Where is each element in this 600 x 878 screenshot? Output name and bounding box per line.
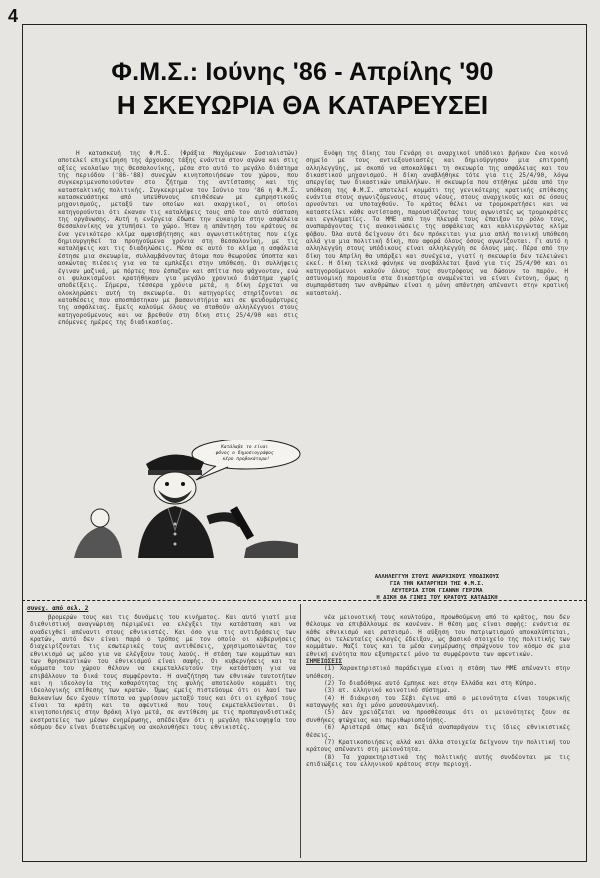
article-right-column <box>306 150 568 548</box>
continued-article-left <box>30 614 296 850</box>
police-body <box>138 506 214 558</box>
cartoon-caption: Κατάλαβε το είναι φόνος ο δημοσιογράφος κέρο προβοκάτορα! <box>215 445 274 462</box>
footnote: (5) Δεν χρειάζεται να προσθέσουμε ότι οι μειονότητες ζουν σε συνθήκες φτώχειας και περιθωριοποίησης. <box>306 709 570 724</box>
column-divider <box>300 604 301 858</box>
footnote: (6) Αριστερά όπως και δεξιά αναπαράγουν τις ίδιες εθνικιστικές θέσεις. <box>306 724 570 739</box>
article-right-text: Ενόψη της δίκης του Γενάρη οι αναρχικοί υπόδικοι βρήκαν ένα κοινό σημείο με τους αντιεξουσιαστές και δημιούργησαν μια επιτροπή αλληλεγγύης, με σκοπό να αποκαλύψει τη σκευωρία της ασφάλειας και του δικαστικού μηχανισμού. Η δίκη αναβλήθηκε τότε για τις 25/4/90, λόγω απεργίας των δικαστικών υπαλλήλων. Η σκευωρία που στήθηκε μέσα από την υπόθεση της Φ.Μ.Σ. αποτελεί κομμάτι της γενικότερης κρατικής επίθεσης ενάντια στους αγωνιζόμενους, στους νέους, στους αναρχικούς και σε όσους αρνούνται να υποταχθούν. Το κράτος θέλει να τρομοκρατήσει και να καταστείλει κάθε αντίσταση, παρουσιάζοντας τους αγωνιστές ως τρομοκράτες και εγκληματίες. Τα ΜΜΕ από την πλευρά τους έπαιξαν το ρόλο τους, αναπαράγοντας τις ανακοινώσεις της ασφάλειας και καλλιεργώντας κλίμα φόβου. Όλα αυτά δείχνουν ότι δεν πρόκειται για μια απλή ποινική υπόθεση αλλά για μια πολιτική δίκη, που αφορά όλους όσους αγωνίζονται. Γι αυτό η αλληλεγγύη στους υπόδικους είναι αλληλεγγύη σε όλους μας. Πέρα από την δίκη του Απρίλη θα υπάρξει και συνέχεια, γιατί η σκευωρία δεν τελειώνει εκεί. Η δίκη τελικά φάνηκε να αναβάλλεται ξανά για τις 25/4/90 και οι κατηγορούμενοι καλούν όλους τους συντρόφους να δώσουν το παρόν. Η αστυνομική παρουσία στα δικαστήρια αναμένεται να είναι έντονη, όμως η συμπαράσταση των ανθρώπων είναι η μόνη απάντηση απέναντι στην κρατική καταστολή. <box>306 150 568 297</box>
page-number: 4 <box>8 6 19 26</box>
headline-line-2: Η ΣΚΕΥΩΡΙΑ ΘΑ ΚΑΤΑΡΕΥΣΕΙ <box>116 90 489 120</box>
continued-from-text: συνεχ. από σελ. 2 <box>27 605 89 612</box>
footnote: (8) Τα χαρακτηριστικά της πολιτικής αυτής συνδέονται με τις επιδιώξεις του ελληνικού κράτους στην περιοχή. <box>306 753 570 768</box>
headline-line-1: Φ.Μ.Σ.: Ιούνης '86 - Απρίλης '90 <box>111 58 494 86</box>
slogan-line: ΓΙΑ ΤΗΝ ΚΑΤΑΡΓΗΣΗ ΤΗΣ Φ.Μ.Σ. <box>389 581 485 587</box>
solidarity-slogans <box>306 574 568 602</box>
footnote: (1) Χαρακτηριστικό παράδειγμα είναι η στάση των ΜΜΕ απέναντι στην υπόθεση. <box>306 665 570 680</box>
article-left-text: Η κατασκευή της Φ.Μ.Σ. (Φράξια Μαχόμενων Σοσιαλιστών) αποτελεί επιχείρηση της άρχουσας τάξης ενάντια στον αγώνα και στις αξίες νεολαίων της Θεσσαλονίκης, μέσα στο αυτό το μεγάλο διάστημα της περιόδου ('86-'88) συνεχών κινητοποιήσεων του χώρου, που συγκεκριμενοποιούνταν στο ζήτημα της αντίστασης και της κατασταλτικής πολιτικής. Συγκεκριμένα τον Ιούνιο του '86 η Φ.Μ.Σ. κατασκευάστηκε από υπεύθυνους επιθέσεων με εμπρηστικούς μηχανισμούς, μεταξύ των οποίων και ακαρχικοί, οι οποίοι κατηγορούνται ότι έκαναν τις καταλήψεις τους από τον αυτό σύσταση της οργάνωσης. Αυτή η ενέργεια έδωσε την ευκαιρία στην ασφάλεια Θεσσαλονίκης να χτυπήσει το χώρο. Ήταν η απάντηση του κράτους σε ένα γενικότερο κλίμα αμφισβήτησης και αγωνιστικότητας που είχε δημιουργηθεί τα προηγούμενα χρόνια στη Θεσσαλονίκη, με τις καταλήψεις και τις διαδηλώσεις. Μέσα σε αυτό το κλίμα η ασφάλεια έστησε μια σκευωρία, συλλαμβάνοντας άτομα που θεωρούσε ύποπτα και ασκώντας πιέσεις για να τα εμπλέξει στην υπόθεση. Οι συλλήψεις έγιναν μαζικά, με πόρτες που έσπαζαν και σπίτια που ψάχνονταν, ενώ οι φυλακισμένοι κρατήθηκαν για μεγάλο χρονικό διάστημα χωρίς αποδείξεις. Σήμερα, τέσσερα χρόνια μετά, η δίκη έρχεται να ολοκληρώσει αυτή τη σκευωρία. Οι κατηγορίες στηρίζονται σε καταθέσεις που αποσπάστηκαν με βασανιστήρια και σε ψευδομάρτυρες της ασφάλειας. Εμείς καλούμε όλους να σταθούν αλληλέγγυοι στους κατηγορούμενους και να βρεθούν στη δίκη στις 25/4/90 και στις επόμενες ημέρες της διαδικασίας. <box>58 150 298 326</box>
slogan-line: ΛΕΥΤΕΡΙΑ ΣΤΟΝ ΓΙΑΝΝΗ ΓΕΡΙΜΑ <box>391 588 483 594</box>
continued-left-text: βρομερών τους και τις δυνάμεις του κινήματος. Και αυτό γιατί μια διεθνιστική αναγνώριση περιμένει να ελέγξει την κατάσταση και να αναδειχθεί απέναντι στους εθνικιστές. Και όσο για τις αντιδράσεις των κρατών, αυτό δεν είναι παρά ο τρόπος με τον οποίο οι κυβερνήσεις διαχειρίζονται τις εσωτερικές τους αντιθέσεις, χρησιμοποιώντας τον εθνικισμό ως μέσο για να ελέγξουν τους λαούς. Η στάση των κομμάτων και των θρησκευτικών του εθνικισμού είναι σαφής. Οι κυβερνήσεις και τα κόμματα του χώρου θέλουν να εκμεταλλευτούν την κατάσταση για να επιβάλλουν τα δικά τους συμφέροντα. Η αναζήτηση των εθνικών ταυτοτήτων και η ιδεολογία της καθαρότητας της φυλής αποτελούν κομμάτι της ιδεολογικής επίθεσης των κρατών. Όμως εμείς πιστεύουμε ότι οι λαοί των Βαλκανίων δεν έχουν τίποτα να χωρίσουν μεταξύ τους και ότι οι εχθροί τους είναι τα κράτη και τα αφεντικά που τους εκμεταλλεύονται. Οι κινητοποιήσεις στην Θράκη λίγο μετά, σε αντίθεση με τις προπαγανδιστικές εκστρατείες των μέσων ενημέρωσης, απέδειξαν ότι η μεγάλη πλειοψηφία του κόσμου δεν είναι διατεθειμένη να ακολουθήσει τους εθνικιστές. <box>30 614 296 732</box>
footnote: (3) ατ. ελληνικό κοινοτικό σύστημα. <box>324 687 451 695</box>
footnote: (7) Κρατικοποιήσεις αλλά και άλλα στοιχεία δείχνουν την πολιτική του κράτους απέναντι στη μειονότητα. <box>306 738 570 754</box>
slogan-line: Η ΔΙΚΗ ΘΑ ΓΙΝΕΙ ΤΟΥ ΚΡΑΤΟΥΣ ΚΑΤΑΔΙΚΗ <box>376 595 498 601</box>
slogan-line: ΑΛΛΗΛΕΓΓΥΗ ΣΤΟΥΣ ΑΝΑΡΧΙΚΟΥΣ ΥΠΟΔΙΚΟΥΣ <box>374 574 500 580</box>
footnotes-heading: ΣΗΜΕΙΩΣΕΙΣ <box>306 658 343 666</box>
article-left-column <box>58 150 298 446</box>
continued-from-label <box>27 605 88 612</box>
continued-article-right <box>306 614 570 854</box>
police-cartoon-illustration <box>46 440 304 558</box>
continued-right-text: νέα μειονοτική τους κουλτούρα, προωθούμενη από το κράτος, που δεν θέλουμε να επιβάλλουμε σε κανέναν. Η θέση μας είναι σαφής: ενάντια σε κάθε εθνικισμό και ρατσισμό. Η αύξηση του πατριωτισμού αποκαλύπτεται, όπως οι τελευταίες εκλογές έδειξαν, ως βασικό στοιχείο της πολιτικής των κομμάτων. Μαζί τους και τα μέσα ενημέρωσης σπρώχνουν τον κόσμο σε μια εθνική ενότητα που εξυπηρετεί μόνο τα συμφέροντα των αφεντικών. <box>306 614 570 658</box>
footnote: (4) Η διάκριση του Σέβι έγινε από ο μειονότητα είναι τουρκικής καταγωγής και όχι μόνο μουσουλμανική. <box>306 694 570 710</box>
section-divider <box>22 600 587 601</box>
footnote: (2) Το διαδόθηκε αυτό έμπηκε και στην Ελλάδα και στη Κύπρο. <box>324 680 538 688</box>
